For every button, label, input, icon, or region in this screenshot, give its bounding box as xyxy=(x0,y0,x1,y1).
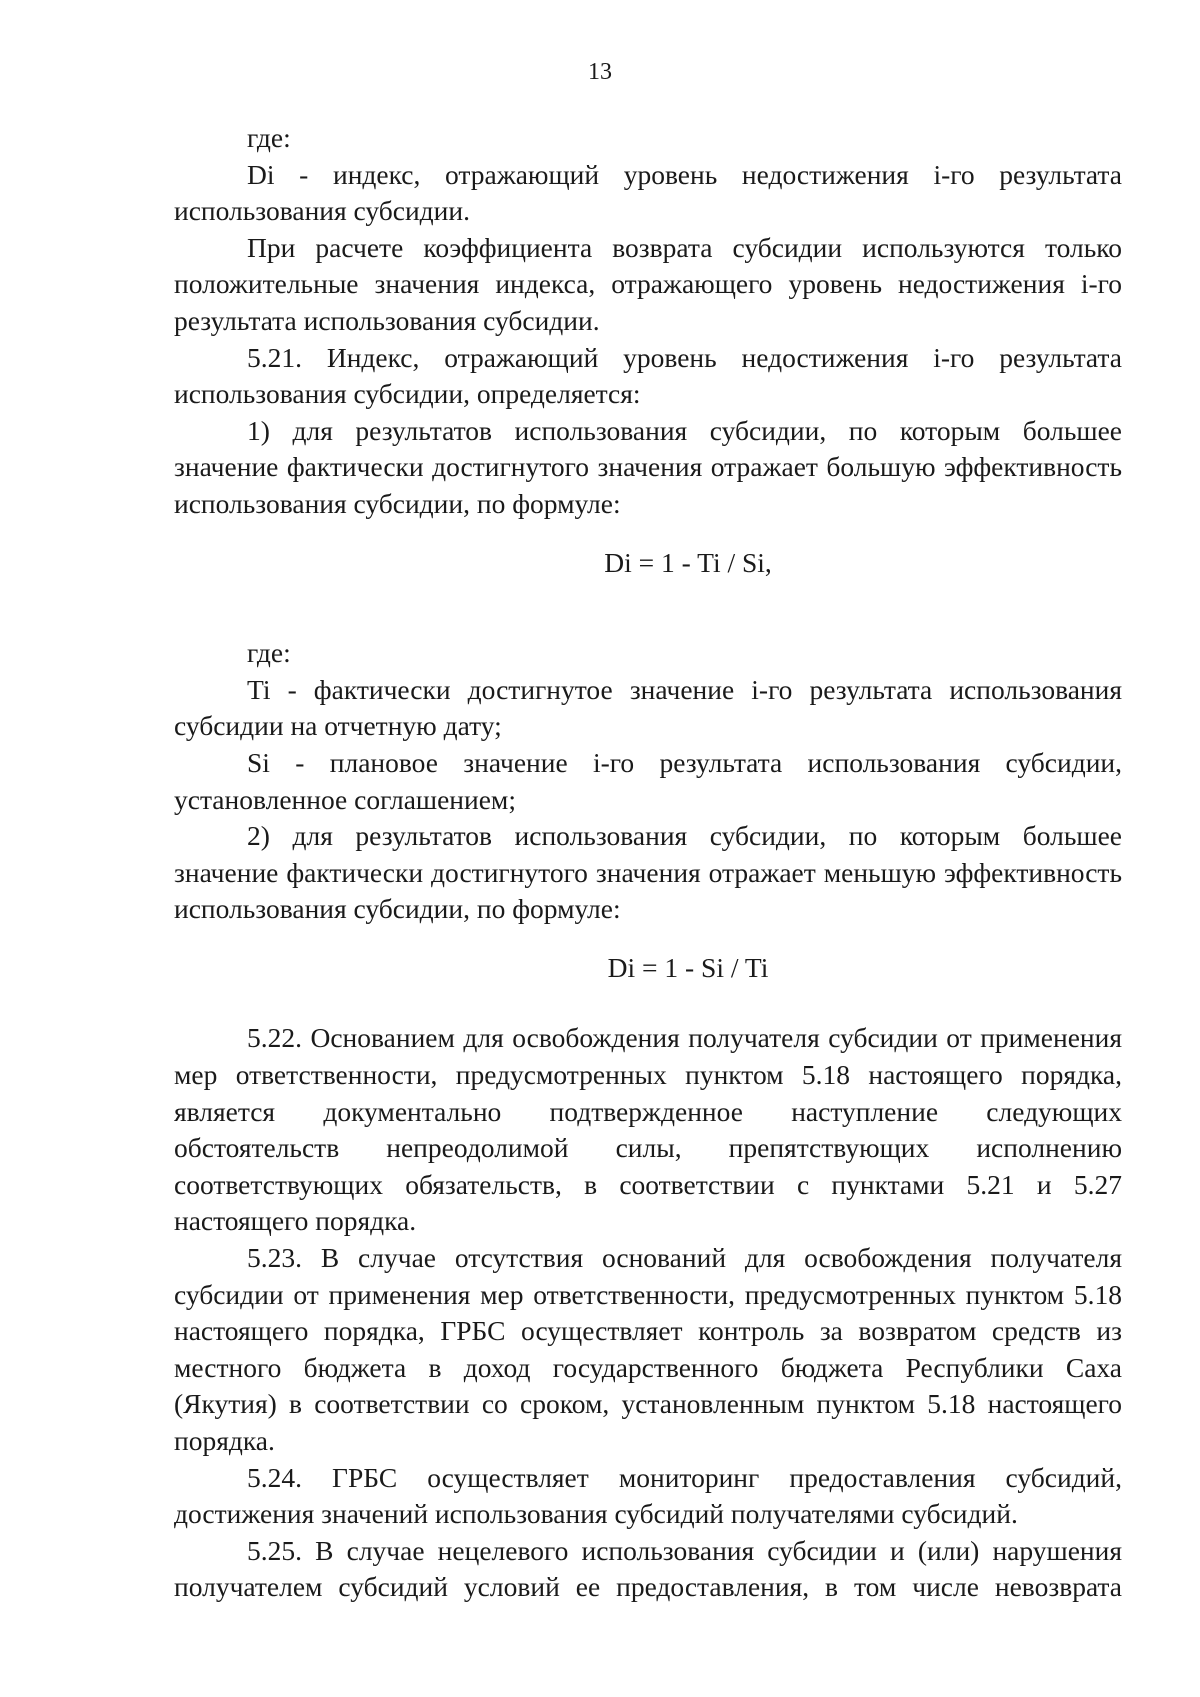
page-number: 13 xyxy=(588,59,612,85)
paragraph-5-23: 5.23. В случае отсутствия оснований для освобождения получателя субсидии от применения мер ответственности, предусмотренных пунктом 5.18 настоящего порядка, ГРБС осуществляет контроль за возвратом средств из местного бюджета в доход государственного бюджета Республики Саха (Якутия) в соответствии со сроком, установленным пунктом 5.18 настоящего порядка. xyxy=(174,1242,1122,1456)
paragraph-si-definition: Si - плановое значение i-го результата использования субсидии, установленное соглашением; xyxy=(174,746,1122,815)
paragraph-di-definition: Di - индекс, отражающий уровень недостижения i-го результата использования субсидии. xyxy=(174,158,1122,227)
paragraph-ti-definition: Ti - фактически достигнутое значение i-го результата использования субсидии на отчетную дату; xyxy=(174,673,1122,742)
paragraph-5-25: 5.25. В случае нецелевого использования субсидии и (или) нарушения получателем субсидий условий ее предоставления, в том числе невозврата xyxy=(174,1534,1122,1603)
paragraph-5-22: 5.22. Основанием для освобождения получателя субсидии от применения мер ответственности, предусмотренных пунктом 5.18 настоящего порядка, является документально подтвержденное наступление следующих обстоятельств непреодолимой силы, препятствующих исполнению соответствующих обязательств, в соответствии с пунктами 5.21 и 5.27 настоящего порядка. xyxy=(174,1022,1122,1237)
paragraph-case-2: 2) для результатов использования субсидии, по которым большее значение фактически достигнутого значения отражает меньшую эффективность использования субсидии, по формуле: xyxy=(174,820,1122,925)
paragraph-where-1: где: xyxy=(247,122,291,153)
paragraph-5-24: 5.24. ГРБС осуществляет мониторинг предоставления субсидий, достижения значений использования субсидий получателями субсидий. xyxy=(174,1461,1122,1530)
formula-1: Di = 1 - Ti / Si, xyxy=(604,546,772,578)
paragraph-case-1: 1) для результатов использования субсидии, по которым большее значение фактически достигнутого значения отражает большую эффективность использования субсидии, по формуле: xyxy=(174,414,1122,519)
paragraph-where-2: где: xyxy=(247,637,291,669)
formula-2: Di = 1 - Si / Ti xyxy=(607,951,769,983)
paragraph-return-coefficient: При расчете коэффициента возврата субсидии используются только положительные значения индекса, отражающего уровень недостижения i-го результата использования субсидии. xyxy=(174,231,1122,336)
paragraph-5-21: 5.21. Индекс, отражающий уровень недостижения i-го результата использования субсидии, определяется: xyxy=(174,341,1122,410)
document-body xyxy=(174,120,1122,1606)
